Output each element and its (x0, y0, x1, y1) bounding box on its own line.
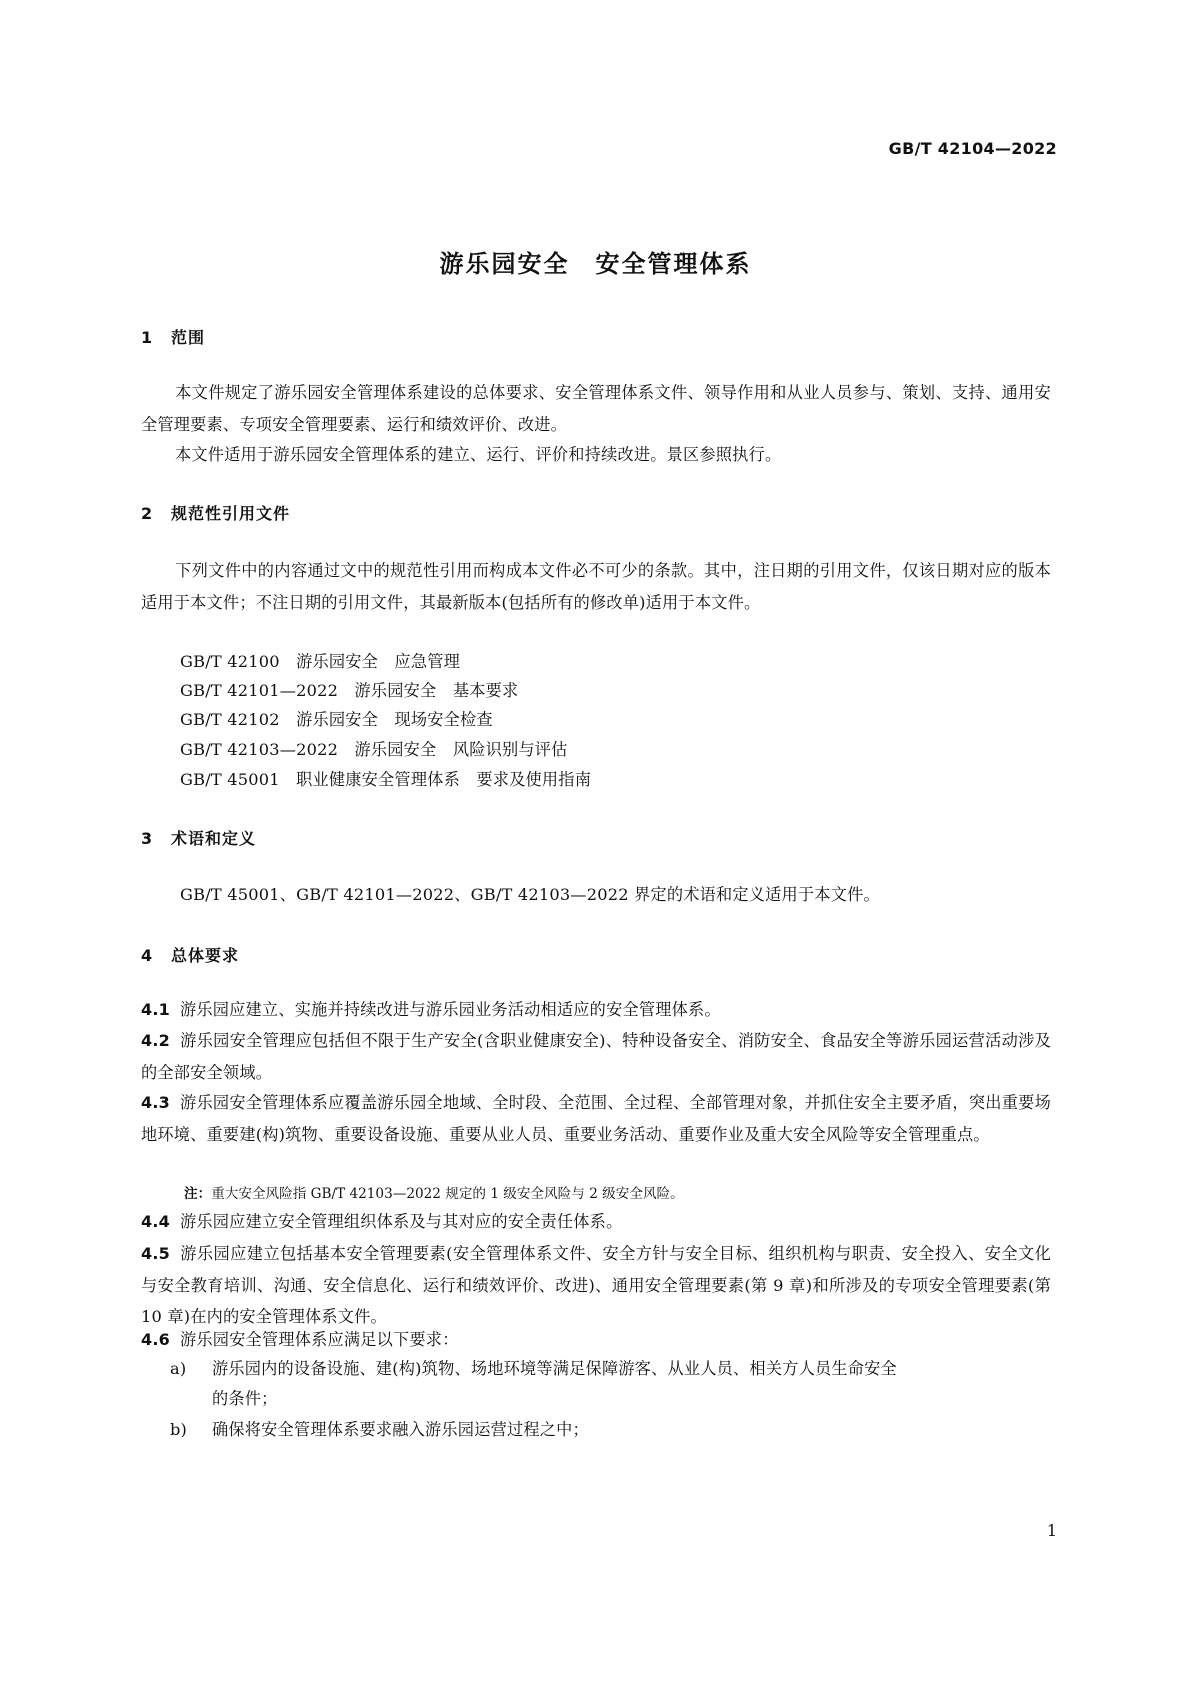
note-text: 重大安全风险指 GB/T 42103—2022 规定的 1 级安全风险与 2 级安全风险。 (211, 1186, 684, 1202)
standard-number: GB/T 42104—2022 (888, 139, 1057, 158)
section-title: 规范性引用文件 (171, 504, 291, 523)
section-2-heading (141, 501, 290, 524)
list-item-a: a) 游乐园内的设备设施、建(构)筑物、场地环境等满足保障游客、从业人员、相关方人员生命安全 (170, 1359, 897, 1378)
section-number: 3 (141, 829, 154, 848)
list-item-a-continuation: 的条件； (212, 1389, 278, 1408)
reference-item: GB/T 42103—2022 游乐园安全 风险识别与评估 (180, 740, 568, 759)
clause-4-6: 4.6 游乐园安全管理体系应满足以下要求： (141, 1330, 459, 1349)
section-title: 术语和定义 (171, 829, 257, 848)
section-title: 总体要求 (171, 946, 240, 965)
reference-item: GB/T 42101—2022 游乐园安全 基本要求 (180, 681, 519, 700)
page-number: 1 (1046, 1521, 1057, 1540)
section-1-heading (141, 325, 205, 348)
reference-item: GB/T 42100 游乐园安全 应急管理 (180, 652, 460, 671)
clause-4-1: 4.1 游乐园应建立、实施并持续改进与游乐园业务活动相适应的安全管理体系。 (141, 1000, 721, 1019)
list-item-b: b) 确保将安全管理体系要求融入游乐园运营过程之中； (170, 1420, 589, 1439)
note (184, 1182, 684, 1202)
reference-item: GB/T 42102 游乐园安全 现场安全检查 (180, 710, 493, 729)
section-number: 1 (141, 328, 154, 347)
document-title: 游乐园安全 安全管理体系 (439, 250, 752, 278)
reference-item: GB/T 45001 职业健康安全管理体系 要求及使用指南 (180, 770, 592, 789)
section-3-heading (141, 826, 256, 849)
scope-paragraph-1: 本文件规定了游乐园安全管理体系建设的总体要求、安全管理体系文件、领导作用和从业人员参与、策划、支持、通用安全管理要素、专项安全管理要素、运行和绩效评价、改进。 (141, 383, 1051, 434)
section-4-heading (141, 943, 239, 966)
section-title: 范围 (171, 328, 206, 347)
terms-paragraph: GB/T 45001、GB/T 42101—2022、GB/T 42103—2022 界定的术语和定义适用于本文件。 (180, 885, 880, 904)
note-label: 注： (184, 1186, 212, 1202)
clause-4-3: 4.3 游乐园安全管理体系应覆盖游乐园全地域、全时段、全范围、全过程、全部管理对象，并抓住安全主要矛盾，突出重要场地环境、重要建(构)筑物、重要设备设施、重要从业人员、重要业务活动、重要作业及重大安全风险等安全管理重点。 (141, 1093, 1051, 1144)
clause-4-2: 4.2 游乐园安全管理应包括但不限于生产安全(含职业健康安全)、特种设备安全、消防安全、食品安全等游乐园运营活动涉及的全部安全领域。 (141, 1031, 1051, 1082)
clause-4-5: 4.5 游乐园应建立包括基本安全管理要素(安全管理体系文件、安全方针与安全目标、组织机构与职责、安全投入、安全文化与安全教育培训、沟通、安全信息化、运行和绩效评价、改进)、通用安全管理要素(第 9 章)和所涉及的专项安全管理要素(第 10 章)在内的安全管理体系文件。 (141, 1244, 1051, 1326)
scope-paragraph-2: 本文件适用于游乐园安全管理体系的建立、运行、评价和持续改进。景区参照执行。 (175, 445, 782, 464)
section-number: 2 (141, 504, 154, 523)
section-number: 4 (141, 946, 154, 965)
clause-4-4: 4.4 游乐园应建立安全管理组织体系及与其对应的安全责任体系。 (141, 1212, 623, 1231)
normative-intro: 下列文件中的内容通过文中的规范性引用而构成本文件必不可少的条款。其中，注日期的引用文件，仅该日期对应的版本适用于本文件；不注日期的引用文件，其最新版本(包括所有的修改单)适用于本文件。 (141, 561, 1051, 612)
